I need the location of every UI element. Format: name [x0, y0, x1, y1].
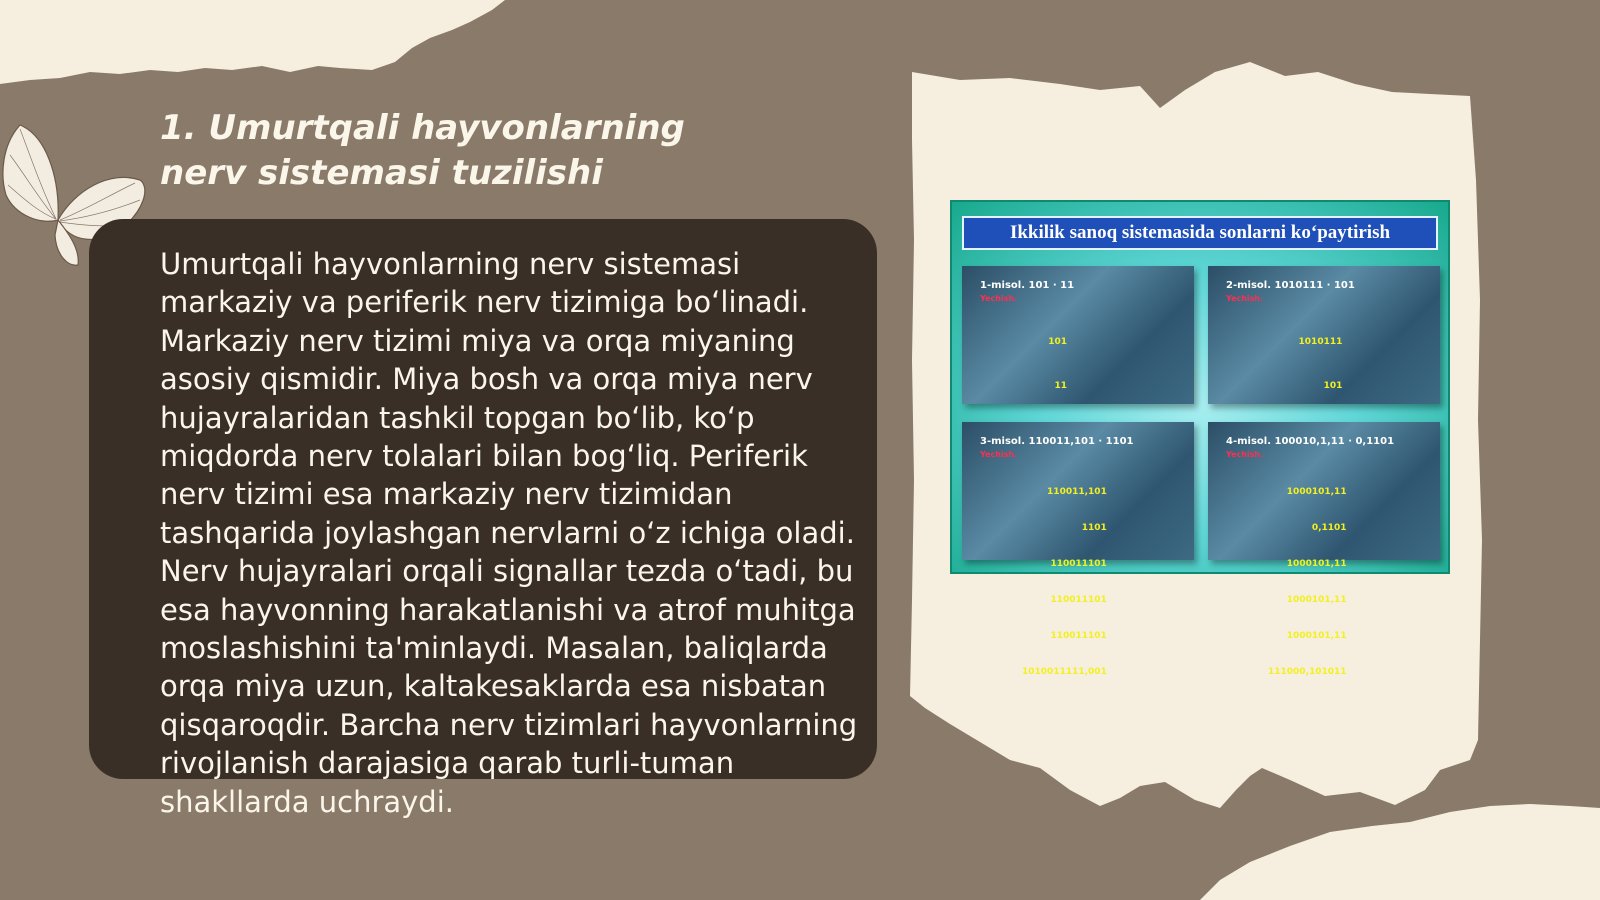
- bottom-torn-paper: [1200, 804, 1600, 900]
- example-heading: 4-misol. 100010,1,11 · 0,1101: [1226, 436, 1395, 447]
- top-torn-paper: [0, 0, 505, 84]
- example-heading: 3-misol. 110011,101 · 1101: [980, 436, 1134, 447]
- example-card: [962, 266, 1194, 404]
- example-label: Yechish.: [980, 294, 1018, 303]
- example-label: Yechish.: [1226, 294, 1264, 303]
- calc-line: 1000101,11: [1286, 487, 1347, 497]
- slide-title: 1. Umurtqali hayvonlarning nerv sistemasi tuzilishi: [160, 108, 685, 193]
- calc-line: 110011101: [1050, 595, 1107, 605]
- embedded-image: [950, 200, 1450, 677]
- calc-line: 11: [1054, 380, 1068, 391]
- calc-line: 1101: [1081, 523, 1107, 533]
- slide-body-text: Umurtqali hayvonlarning nerv sistemasi markaziy va periferik nerv tizimiga bo‘linadi. Markaziy nerv tizimi miya va orqa miyaning asosiy qismidir. Miya bosh va orqa miya nerv hujayralaridan tashkil topgan bo‘lib, ko‘p miqdorda nerv tolalari bilan bog‘liq. Periferik nerv tizimi esa markaziy nerv tizimidan tashqarida joylashgan nervlarni o‘z ichiga oladi. Nerv hujayralari orqali signallar tezda o‘tadi, bu esa hayvonning harakatlanishi va atrof muhitga moslashishini ta'minlaydi. Masalan, baliqlarda orqa miya uzun, kaltakesaklarda esa nisbatan qisqaroqdir. Barcha nerv tizimlari hayvonlarning rivojlanish darajasiga qarab turli-tuman shakllarda uchraydi.: [160, 247, 858, 819]
- example-heading: 1-misol. 101 · 11: [980, 280, 1075, 291]
- calc-line: 110011101: [1050, 631, 1107, 641]
- calc-line: 101: [1048, 337, 1068, 347]
- calc-line: 1000101,11: [1286, 559, 1347, 569]
- example-card: [1208, 266, 1440, 404]
- example-card: [1208, 422, 1440, 677]
- calc-line: 0,1101: [1311, 523, 1347, 533]
- calc-line: 1010011111,001: [1022, 667, 1107, 677]
- example-label: Yechish.: [980, 450, 1018, 459]
- calc-line: 101: [1323, 380, 1343, 391]
- example-heading: 2-misol. 1010111 · 101: [1226, 280, 1355, 291]
- calc-line: 1010111: [1298, 337, 1343, 347]
- calc-line: 1000101,11: [1286, 631, 1347, 641]
- calc-line: 1000101,11: [1286, 595, 1347, 605]
- example-card: [962, 422, 1194, 677]
- embedded-image-banner: Ikkilik sanoq sistemasida sonlarni ko‘paytirish: [962, 216, 1438, 250]
- calc-line: 110011101: [1050, 559, 1107, 569]
- calc-line: 111000,101011: [1268, 667, 1347, 677]
- calc-line: 110011,101: [1047, 487, 1107, 497]
- example-label: Yechish.: [1226, 450, 1264, 459]
